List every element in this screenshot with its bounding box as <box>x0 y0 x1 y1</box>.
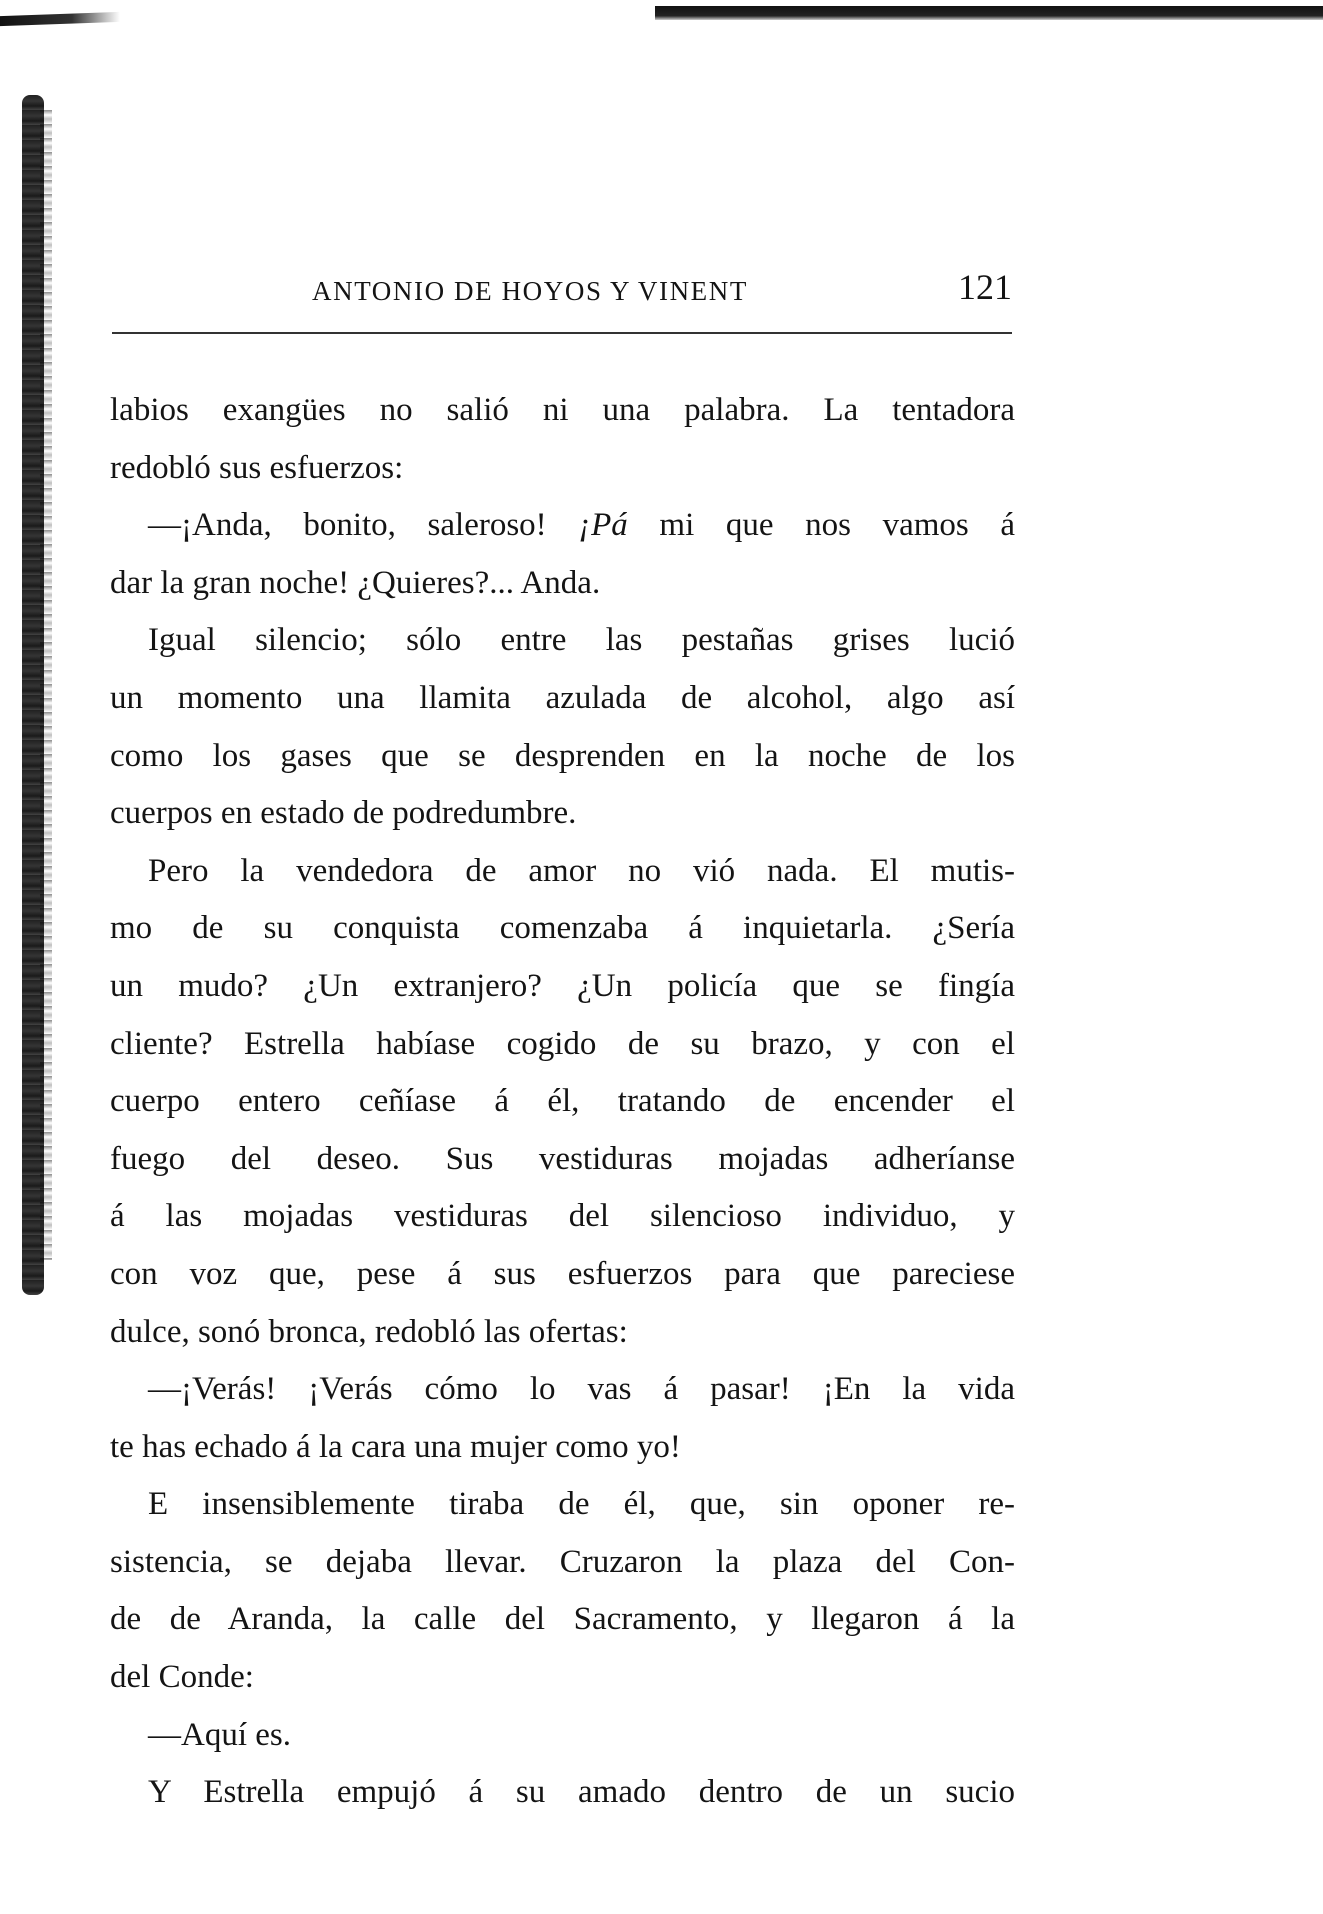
scan-edge-artifact-left-fringe <box>40 110 52 1260</box>
text-line: cliente? Estrella habíase cogido de su brazo, y con el <box>110 1025 1015 1062</box>
text-segment: mi que nos vamos á <box>627 507 1015 544</box>
text-segment: —¡Anda, bonito, saleroso! <box>148 507 579 544</box>
text-line: Pero la vendedora de amor no vió nada. El mutis- <box>148 852 1015 889</box>
text-line: —¡Verás! ¡Verás cómo lo vas á pasar! ¡En la vida <box>148 1371 1015 1408</box>
text-line: del Conde: <box>110 1659 254 1696</box>
text-line: un momento una llamita azulada de alcohol, algo así <box>110 679 1015 716</box>
text-line: redobló sus esfuerzos: <box>110 449 404 486</box>
text-line: te has echado á la cara una mujer como yo! <box>110 1428 681 1465</box>
italic-segment: ¡Pá <box>578 507 628 544</box>
text-line: cuerpo entero ceñíase á él, tratando de encender el <box>110 1083 1015 1120</box>
header-rule <box>112 332 1012 334</box>
text-line: cuerpos en estado de podredumbre. <box>110 795 577 832</box>
text-line: fuego del deseo. Sus vestiduras mojadas adheríanse <box>110 1140 1015 1177</box>
text-line: dar la gran noche! ¿Quieres?... Anda. <box>110 564 601 601</box>
text-line: á las mojadas vestiduras del silencioso individuo, y <box>110 1198 1015 1235</box>
text-line: labios exangües no salió ni una palabra. La tentadora <box>110 392 1015 428</box>
text-line: sistencia, se dejaba llevar. Cruzaron la plaza del Con- <box>110 1543 1015 1580</box>
text-line: con voz que, pese á sus esfuerzos para que pareciese <box>110 1255 1015 1292</box>
text-line: de de Aranda, la calle del Sacramento, y llegaron á la <box>110 1601 1015 1638</box>
text-line: E insensiblemente tiraba de él, que, sin oponer re- <box>148 1486 1015 1523</box>
page-number: 121 <box>958 267 1012 307</box>
body-text <box>110 382 1015 1822</box>
scan-edge-artifact-top-right <box>655 6 1323 20</box>
scan-edge-artifact-top-left <box>0 12 120 26</box>
text-line <box>110 497 1015 555</box>
text-line: —Aquí es. <box>148 1716 291 1753</box>
running-head: ANTONIO DE HOYOS Y VINENT <box>312 276 748 306</box>
text-line: Igual silencio; sólo entre las pestañas grises lució <box>148 622 1015 659</box>
text-line: como los gases que se desprenden en la noche de los <box>110 737 1015 774</box>
page-header <box>112 262 1012 322</box>
text-line: mo de su conquista comenzaba á inquietarla. ¿Sería <box>110 910 1015 947</box>
text-line: Y Estrella empujó á su amado dentro de un sucio <box>148 1774 1015 1811</box>
text-line: un mudo? ¿Un extranjero? ¿Un policía que se fingía <box>110 967 1015 1004</box>
text-line: dulce, sonó bronca, redobló las ofertas: <box>110 1313 628 1350</box>
